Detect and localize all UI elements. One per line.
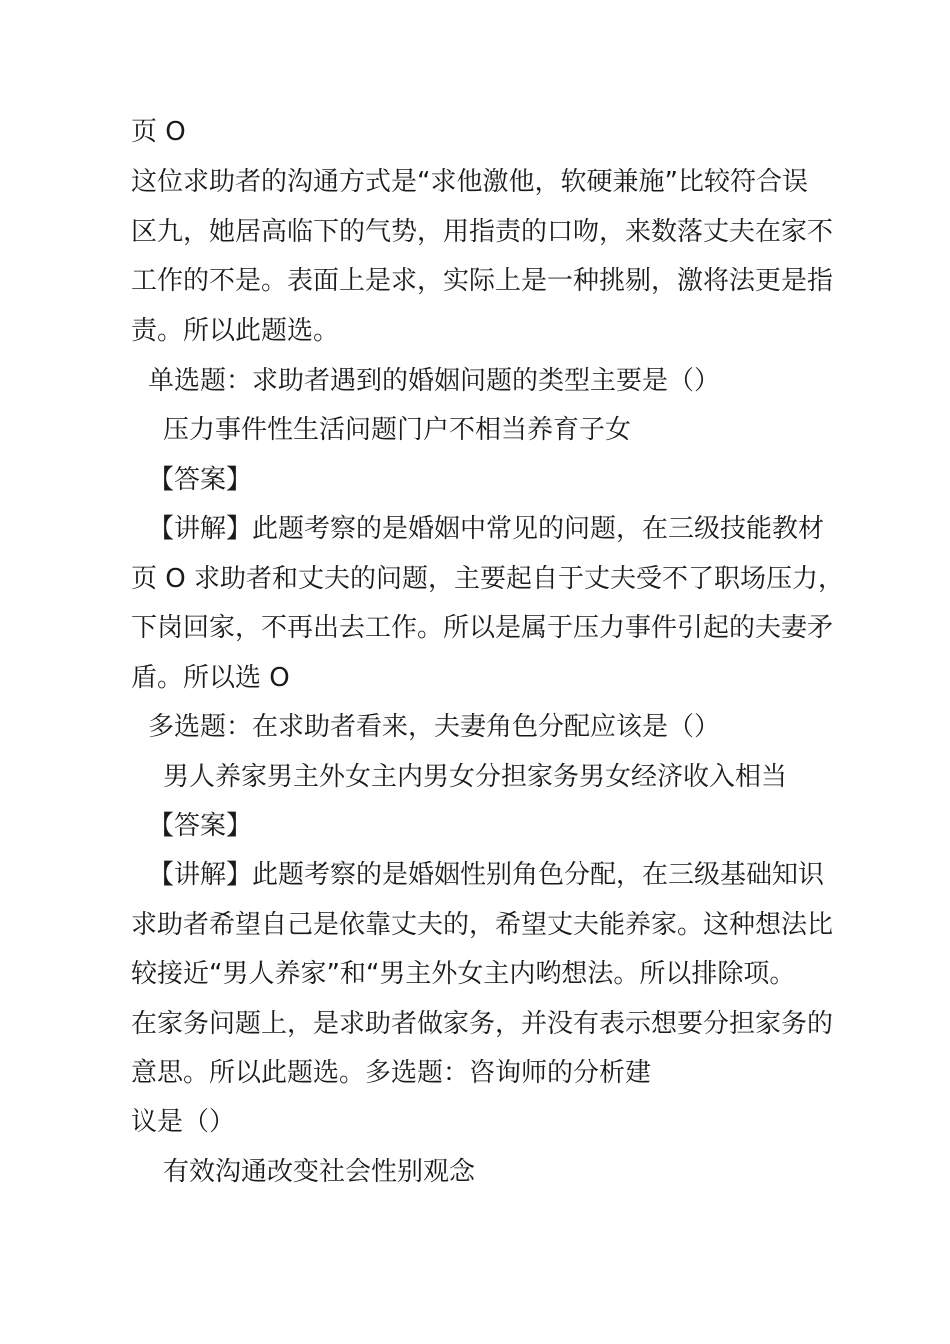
text-line-explanation-2: 区九，她居高临下的气势，用指责的口吻，来数落丈夫在家不	[131, 217, 834, 247]
question-multiple-choice: 多选题：在求助者看来，夫妻角色分配应该是（）	[148, 712, 721, 742]
text-line-explanation-5: 页 O 求助者和丈夫的问题，主要起自于丈夫受不了职场压力，	[131, 564, 844, 594]
text-line-explanation-4: 责。所以此题选。	[131, 316, 340, 346]
text-line-explanation-6: 下岗回家，不再出去工作。所以是属于压力事件引起的夫妻矛	[131, 613, 834, 643]
question-single-choice: 单选题：求助者遇到的婚姻问题的类型主要是（）	[148, 366, 721, 396]
text-line-explanation-11: 意思。所以此题选。多选题：咨询师的分析建	[131, 1058, 652, 1088]
answer-label: 【答案】	[148, 465, 253, 495]
text-line-explanation-1: 这位求助者的沟通方式是“求他激他，软硬兼施”比较符合误	[131, 167, 808, 197]
question-options: 男人养家男主外女主内男女分担家务男女经济收入相当	[163, 762, 788, 792]
text-line-explanation-8: 求助者希望自己是依靠丈夫的，希望丈夫能养家。这种想法比	[131, 910, 834, 940]
question-continuation: 议是（）	[131, 1107, 236, 1137]
explanation-label-line: 【讲解】此题考察的是婚姻性别角色分配，在三级基础知识	[148, 860, 825, 890]
text-line-page-ref: 页 O	[131, 117, 186, 147]
text-line-explanation-7: 盾。所以选 O	[131, 663, 290, 693]
question-options: 有效沟通改变社会性别观念	[163, 1157, 476, 1187]
text-line-explanation-9: 较接近“男人养家”和“男主外女主内哟想法。所以排除项。	[131, 959, 796, 989]
answer-label: 【答案】	[148, 811, 253, 841]
text-line-explanation-3: 工作的不是。表面上是求，实际上是一种挑剔，激将法更是指	[131, 266, 834, 296]
explanation-label-line: 【讲解】此题考察的是婚姻中常见的问题，在三级技能教材	[148, 514, 825, 544]
question-options: 压力事件性生活问题门户不相当养育子女	[163, 415, 632, 445]
text-line-explanation-10: 在家务问题上，是求助者做家务，并没有表示想要分担家务的	[131, 1009, 834, 1039]
